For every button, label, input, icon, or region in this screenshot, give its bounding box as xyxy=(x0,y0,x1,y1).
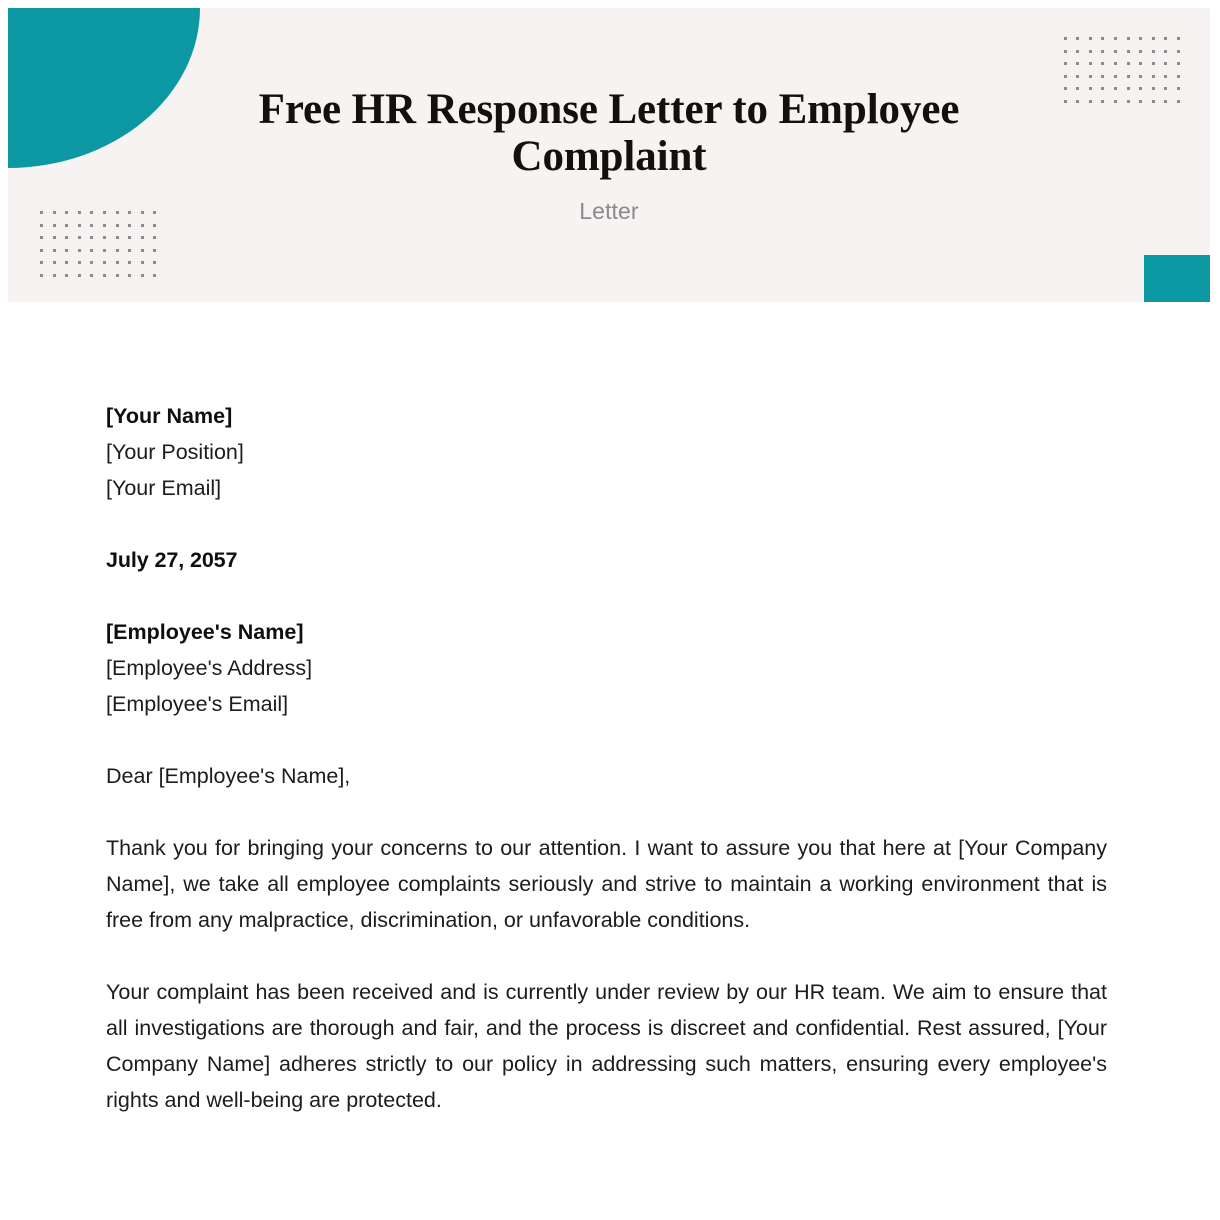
spacer xyxy=(106,506,1107,542)
teal-rectangle-decoration xyxy=(1144,255,1210,302)
letter-date: July 27, 2057 xyxy=(106,548,238,572)
recipient-address: [Employee's Address] xyxy=(106,656,313,680)
page-subtitle: Letter xyxy=(579,198,639,224)
header-text-group xyxy=(8,86,1210,225)
recipient-name: [Employee's Name] xyxy=(106,620,304,644)
recipient-address-block xyxy=(106,614,1107,722)
sender-name: [Your Name] xyxy=(106,404,233,428)
recipient-email: [Employee's Email] xyxy=(106,692,289,716)
letter-salutation: Dear [Employee's Name], xyxy=(106,764,351,788)
spacer xyxy=(106,938,1107,974)
letter-paragraph: Thank you for bringing your concerns to our attention. I want to assure you that here at [Your Company Name], we take all employee complaints seriously and strive to maintain a working environment that is free from any malpractice, discrimination, or unfavorable conditions. xyxy=(106,836,1107,932)
page-title: Free HR Response Letter to Employee Complaint xyxy=(258,86,960,180)
document-header-band xyxy=(8,8,1210,302)
spacer xyxy=(106,794,1107,830)
letter-body xyxy=(106,398,1107,1118)
sender-position: [Your Position] xyxy=(106,440,244,464)
sender-address-block xyxy=(106,398,1107,506)
spacer xyxy=(106,722,1107,758)
letter-paragraph: Your complaint has been received and is currently under review by our HR team. We aim to ensure that all investigations are thorough and fair, and the process is discreet and confidential. Rest assured, [Your Company Name] adheres strictly to our policy in addressing such matters, ensuring every employee's rights and well-being are protected. xyxy=(106,980,1107,1112)
sender-email: [Your Email] xyxy=(106,476,222,500)
spacer xyxy=(106,578,1107,614)
